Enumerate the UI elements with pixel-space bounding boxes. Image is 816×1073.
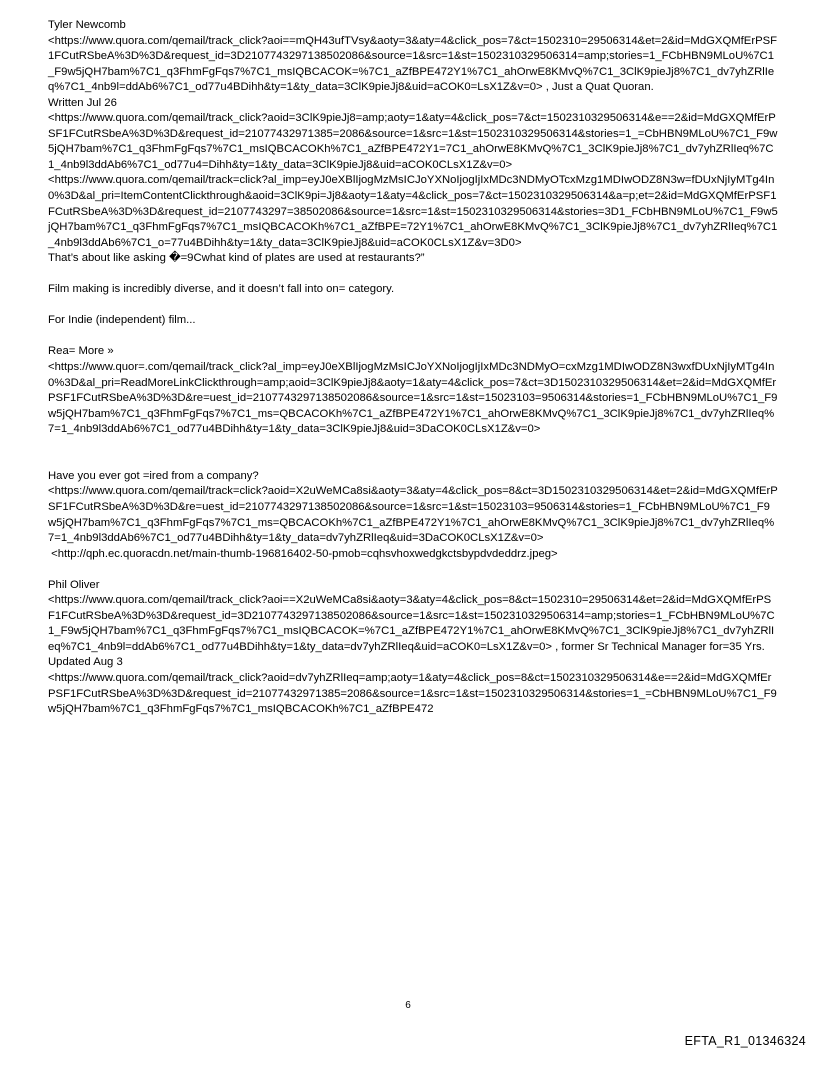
paragraph-spacer [48,453,778,469]
paragraph-spacer [48,329,778,345]
indie-film-paragraph: For Indie (independent) film... [48,314,196,327]
fired-question-block[interactable]: Have you ever got =ired from a company? <https://www.quora.com/qemail/track=click?aoid=X2uWeMCa8si&aoty=3&aty=4&click_pos=8&ct=3D1502310329506314&et=2&id=MdGXQMfErPSF1FCutRSbeA%3D%3D&re=uest_id=2107743297138502086&source=1&src=1&st=15023103=9506314&stories=1_FCbHBN9MLoU%7C1_F9w5jQH7bam%7C1_q3FhmFgFqs7%7C1_ms=QBCACOKh%7C1_aZfBPE472Y1%7C1_ahOrwE8KMvQ%7C1_3ClK9pieJj8%7C1_dv7yhZRlIeq%7=1_4nb9l3ddAb6%7C1_od77u4BDihh&ty=1&ty_data=dv7yhZRlIeq&uid=3DaCOK0CLsX1Z&v=0> <http://qph.ec.quoracdn.net/main-thumb-196816402-50-pmob=cqhsvhoxwedgkctsbypdvdeddrz.jpeg> [48,469,778,560]
paragraph-spacer [48,438,778,454]
paragraph-spacer [48,267,778,283]
read-more-link-block[interactable]: Rea= More » <https://www.quor=.com/qemail/track_click?al_imp=eyJ0eXBlIjogMzMsICJoYXNoIjogIjIxMDc3NDMyO=cxMzg1MDIwODZ8N3wxfDUxNjIyMTg4In0%3D&al_pri=ReadMoreLinkClickthrough=amp;aoid=3ClK9pieJj8&aoty=1&aty=4&click_pos=7&ct=3D1502310329506314&et=2&id=MdGXQMfErPSF1FCutRSbeA%3D%3D&re=uest_id=2107743297138502086&source=1&src=1&st=15023103=9506314&stories=1_FCbHBN9MLoU%7C1_F9w5jQH7bam%7C1_q3FhmFgFqs7%7C1_ms=QBCACOKh%7C1_aZfBPE472Y1%7C1_ahOrwE8KMvQ%7C1_3ClK9pieJj8%7C1_dv7yhZRlIeq%7=1_4nb9l3ddAb6%7C1_od77u4BDihh&ty=1&ty_data=3ClK9pieJj8&uid=3DaCOK0CLsX1Z&v=0> [48,345,778,436]
film-making-paragraph: Film making is incredibly diverse, and it doesn’t fall into on= category. [48,283,395,296]
tyler-newcomb-answer-block: Tyler Newcomb <https://www.quora.com/qemail/track_click?aoi==mQH43ufTVsy&aoty=3&aty=4&click_pos=7&ct=1502310=29506314&et=2&id=MdGXQMfErPSF1FCutRSbeA%3D%3D&request_id=3D2107743297138502086&source=1&src=1&st=1502310329506314=amp;stories=1_FCbHBN9MLoU%7C1_F9w5jQH7bam%7C1_q3FhmFgFqs7%7C1_msIQBCACOK=%7C1_aZfBPE472Y1%7C1_ahOrwE8KMvQ%7C1_3ClK9pieJj8%7C1_dv7yhZRlIeq%7C1_4nb9l=ddAb6%7C1_od77u4BDihh&ty=1&ty_data=3ClK9pieJj8&uid=aCOK0=LsX1Z&v=0> , Just a Quat Quoran. Written Jul 26 <https://www.quora.com/qemail/track_click?aoid=3ClK9pieJj8=amp;aoty=1&aty=4&click_pos=7&ct=1502310329506314&e==2&id=MdGXQMfErPSF1FCutRSbeA%3D%3D&request_id=21077432971385=2086&source=1&src=1&st=1502310329506314&stories=1_=CbHBN9MLoU%7C1_F9w5jQH7bam%7C1_q3FhmFgFqs7%7C1_msIQBCACOKh%7C1_aZfBPE472Y1=7C1_ahOrwE8KMvQ%7C1_3ClK9pieJj8%7C1_dv7yhZRlIeq%7C1_4nb9l3ddAb6%7C1_od77u4=Dihh&ty=1&ty_data=3ClK9pieJj8&uid=aCOK0CLsX1Z&v=0> <https://www.quora.com/qemail/track=click?al_imp=eyJ0eXBlIjogMzMsICJoYXNoIjogIjIxMDc3NDMyOTcxMzg1MDIwODZ8N3w=fDUxNjIyMTg4In0%3D&al_pri=ItemContentClickthrough&aoid=3ClK9pi=Jj8&aoty=1&aty=4&click_pos=7&ct=1502310329506314&a=p;et=2&id=MdGXQMfErPSF1FCutRSbeA%3D%3D&request_id=2107743297=38502086&source=1&src=1&st=1502310329506314&stories=3D1_FCbHBN9MLoU%7C1_F9w5jQH7bam%7C1_q3FhmFgFqs7%7C1_msIQBCACOKh%7C1_aZfBPE=72Y1%7C1_ahOrwE8KMvQ%7C1_3ClK9pieJj8%7C1_dv7yhZRlIeq%7C1_4nb9l3ddAb6%7C1_o=77u4BDihh&ty=1&ty_data=3ClK9pieJj8&uid=aCOK0CLsX1Z&v=3D0> That’s about like asking �=9Cwhat kind of plates are used at restaurants?” [48,19,778,265]
phil-oliver-answer-block: Phil Oliver <https://www.quora.com/qemail/track_click?aoi==X2uWeMCa8si&aoty=3&aty=4&click_pos=8&ct=1502310=29506314&et=2&id=MdGXQMfErPSF1FCutRSbeA%3D%3D&request_id=3D2107743297138502086&source=1&src=1&st=1502310329506314=amp;stories=1_FCbHBN9MLoU%7C1_F9w5jQH7bam%7C1_q3FhmFgFqs7%7C1_msIQBCACOK=%7C1_aZfBPE472Y1%7C1_ahOrwE8KMvQ%7C1_3ClK9pieJj8%7C1_dv7yhZRlIeq%7C1_4nb9l=ddAb6%7C1_od77u4BDihh&ty=1&ty_data=dv7yhZRlIeq&uid=aCOK0=LsX1Z&v=0> , former Sr Technical Manager for=35 Yrs. Updated Aug 3 <https://www.quora.com/qemail/track_click?aoid=dv7yhZRlIeq=amp;aoty=1&aty=4&click_pos=8&ct=1502310329506314&e==2&id=MdGXQMfErPSF1FCutRSbeA%3D%3D&request_id=21077432971385=2086&source=1&src=1&st=1502310329506314&stories=1_=CbHBN9MLoU%7C1_F9w5jQH7bam%7C1_q3FhmFgFqs7%7C1_msIQBCACOKh%7C1_aZfBPE472 [48,578,777,716]
document-body [48,18,778,718]
document-id-stamp: EFTA_R1_01346324 [684,1034,806,1048]
page-number: 6 [405,1000,411,1011]
paragraph-spacer [48,298,778,314]
paragraph-spacer [48,562,778,578]
